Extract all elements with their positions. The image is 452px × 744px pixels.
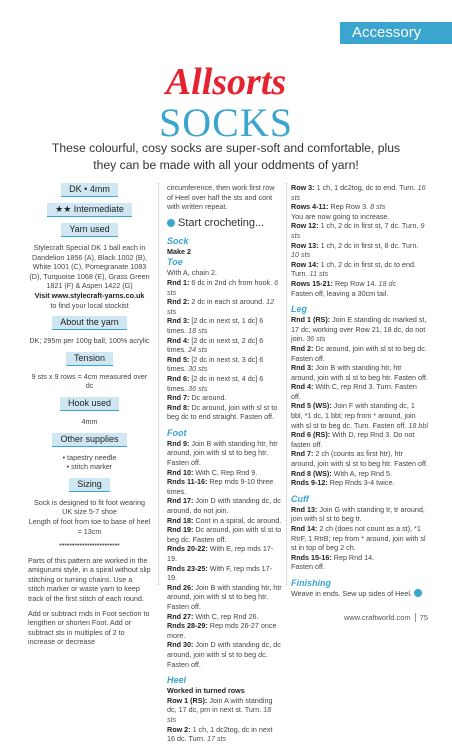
row-number: Rnd 13:: [291, 504, 320, 514]
pattern-row: [291, 202, 428, 212]
row-instruction: With A, rep Rnd 5.: [333, 468, 393, 478]
row-number: Rnd 17:: [167, 496, 196, 506]
pattern-row: [291, 221, 428, 240]
row-number: Row 1 (RS):: [167, 695, 210, 705]
leg-heading: Leg: [291, 304, 308, 315]
row-number: Rnd 4:: [291, 382, 316, 392]
row-number: Rnd 30:: [167, 640, 196, 650]
sizing-length: Length of foot from toe to base of heel = 13cm: [28, 516, 151, 536]
row-instruction: 1 ch, 1 dc2tog, dc to end. Turn.: [316, 183, 418, 192]
other-supply-item: • tapestry needle: [62, 452, 117, 462]
foot-rows: [167, 439, 282, 669]
pattern-column-2: [167, 183, 282, 744]
row-instruction: With C, rep Rnd 26.: [195, 611, 259, 621]
pattern-row: [291, 344, 428, 363]
stitch-count: 16 sts: [291, 183, 426, 202]
pattern-row: [291, 478, 428, 488]
stitch-count: 12 sts: [167, 297, 275, 316]
intro-continued: circumference, then work first row of Heel over half the sts and cont with written repeat.: [167, 183, 275, 212]
make-count: Make 2: [167, 246, 191, 256]
pattern-row: [291, 553, 428, 563]
stitch-count: 11 sts: [309, 269, 329, 279]
row-instruction: Fasten off.: [291, 562, 325, 572]
finishing-text: Weave in ends. Sew up sides of Heel.: [291, 589, 428, 599]
row-number: Rnds 9-12:: [291, 478, 330, 488]
page-footer: [344, 613, 428, 622]
row-number: Rnd 19:: [167, 525, 196, 535]
pattern-row: [291, 401, 428, 430]
row-instruction: Rep mds 26-27 once more.: [167, 621, 277, 640]
pattern-row: [167, 316, 282, 335]
row-number: Rnd 26:: [167, 582, 196, 592]
row-instruction: [2 dc in next st, 3 dc] 6 times.: [167, 354, 264, 374]
column-divider: [158, 183, 159, 585]
foot-heading: Foot: [167, 427, 187, 438]
category-tag: Accessory: [340, 22, 452, 44]
stitch-count: 24 sts: [188, 345, 208, 355]
row-instruction: Fasten off, leaving a 30cm tail.: [291, 288, 389, 298]
row-instruction: 6 dc in 2nd ch from hook.: [191, 277, 275, 287]
row-number: Rnd 8:: [167, 402, 192, 412]
stitch-count: 8 sts: [370, 202, 386, 212]
row-number: Rows 15-21:: [291, 278, 335, 288]
row-number: Rnds 15-16:: [291, 552, 334, 562]
row-number: Rnd 4:: [167, 335, 192, 345]
pattern-row: [291, 430, 428, 449]
row-number: Rows 4-11:: [291, 202, 331, 212]
row-instruction: With C, Rep Rnd 9.: [195, 467, 258, 477]
row-instruction: Rep rnds 9-10 three times.: [167, 477, 274, 496]
pattern-row: [167, 696, 282, 725]
row-instruction: Join D with standing dc, dc around, do not join.: [167, 496, 281, 516]
note-adjust: Add or subtract rnds in Foot section to lengthen or shorten Foot. Add or subtract sts in multiples of 2 to increase or decrease: [28, 608, 150, 647]
row-instruction: With C, rep Rnd 3. Turn. Fasten off.: [291, 382, 417, 401]
title-line-2: SOCKS: [159, 100, 293, 145]
row-instruction: [2 dc in next st, 4 dc] 6 times.: [167, 373, 264, 393]
row-number: Rnds 23-25:: [167, 563, 210, 573]
pattern-row: [167, 564, 282, 583]
row-instruction: Join F with standing dc, 1 bbl, *1 dc, 1 bbl; rep from * around, join with sl st to beg dc. Turn. Fasten off.: [291, 401, 416, 430]
row-instruction: Join B with standing htr, htr around, join with sl st to beg htr. Fasten off.: [167, 582, 282, 611]
title-line-1: Allsorts: [165, 61, 287, 103]
yarn-used-label: Yarn used: [61, 223, 117, 237]
leg-rows: [291, 315, 428, 488]
row-number: Rnd 14:: [291, 524, 320, 533]
row-number: Rnd 2:: [167, 297, 192, 307]
row-number: Row 14:: [291, 259, 321, 269]
row-number: Row 2:: [167, 724, 193, 734]
stitch-count: 36 sts: [306, 334, 326, 344]
stitch-count: 30 sts: [188, 364, 208, 374]
stitch-count: 18 sts: [188, 325, 208, 335]
pattern-row: [167, 544, 282, 563]
row-instruction: Join B with standing htr, htr around, join with sl st to beg htr. Fasten off.: [167, 438, 278, 468]
other-supplies-label: Other supplies: [52, 433, 126, 447]
pattern-row: [167, 621, 282, 640]
row-instruction: Join B with standing htr, htr around, join with sl st to beg htr. Fasten off.: [291, 363, 428, 382]
pattern-row: [291, 289, 428, 299]
row-number: Row 12:: [291, 221, 321, 231]
about-yarn-label: About the yarn: [52, 316, 127, 330]
heel-subheading: Worked in turned rows: [167, 686, 245, 696]
row-number: Rnds 20-22:: [167, 544, 210, 554]
pattern-row: [167, 525, 282, 544]
stitch-count: 9 sts: [291, 221, 425, 240]
row-instruction: Join E standing dc marked st, 17 dc, working over Row 21, 18 dc, do not join.: [291, 315, 427, 344]
pattern-row: [291, 241, 428, 260]
row-instruction: Join D with standing dc, dc around, join with sl st to beg dc. Fasten off.: [167, 640, 281, 669]
row-instruction: With F, rep mds 17-19.: [167, 563, 273, 583]
pattern-row: [167, 477, 282, 496]
pattern-row: [167, 468, 282, 478]
start-crocheting-heading: Start crocheting...: [167, 216, 282, 230]
pattern-row: [291, 363, 428, 382]
dotted-divider: ••••••••••••••••••••••••: [59, 540, 120, 550]
row-instruction: Rep Rnd 14.: [333, 552, 375, 562]
stitch-count: 18 bbl: [408, 420, 428, 430]
row-number: Rnd 7:: [291, 449, 316, 459]
level-tab: ★★ Intermediate: [47, 203, 132, 217]
yarn-stockist-text: to find your local stockist: [50, 300, 129, 310]
row-instruction: Join A with standing dc, 17 dc, pm in next st. Turn.: [167, 695, 273, 715]
hook-used-label: Hook used: [60, 397, 119, 411]
pattern-row: [167, 439, 282, 468]
row-number: Rnds 28-29:: [167, 621, 210, 631]
pattern-row: [167, 725, 282, 744]
tension-label: Tension: [66, 352, 113, 366]
pattern-row: [291, 212, 428, 222]
row-number: Rnd 7:: [167, 393, 192, 403]
row-instruction: 1 ch, 2 dc in first st, dc to end. Turn.: [291, 259, 417, 279]
row-instruction: Cont in a spiral, dc around.: [195, 515, 282, 525]
row-number: Rnds 11-16:: [167, 477, 210, 487]
pattern-row: [167, 403, 282, 422]
end-mark-icon: [414, 589, 422, 597]
pattern-row: [167, 640, 282, 669]
pattern-row: [167, 583, 282, 612]
toe-intro: With A, chain 2.: [167, 268, 217, 278]
pattern-row: [291, 183, 428, 202]
pattern-row: [167, 278, 282, 297]
pattern-row: [167, 516, 282, 526]
pattern-row: [291, 562, 428, 572]
yarn-visit-link[interactable]: Visit www.stylecraft-yarns.co.uk: [34, 290, 145, 300]
pattern-row: [291, 315, 428, 344]
hook-used-text: 4mm: [81, 416, 98, 426]
row-instruction: 1 ch, 2 dc in first st, 8 dc. Turn.: [320, 240, 419, 250]
row-number: Rnd 9:: [167, 438, 192, 448]
row-number: Row 3:: [291, 183, 317, 192]
yarn-used-text: Stylecraft Special DK 1 ball each in Dandelion 1856 (A), Black 1002 (B), White 1001 (C), Pomegranate 1083 (D), Turquoise 1068 (E), Grass Green 1821 (F) & Aspen 1422 (G): [29, 243, 150, 291]
heel-heading: Heel: [167, 675, 187, 686]
pattern-row: [291, 469, 428, 479]
sidebar-column: [28, 183, 151, 647]
sizing-label: Sizing: [69, 478, 110, 492]
pattern-row: [291, 524, 428, 553]
row-instruction: [2 dc in next st, 1 dc] 6 times.: [167, 316, 264, 335]
row-instruction: Rep Rnds 3-4 twice.: [329, 478, 395, 488]
sizing-text: Sock is designed to fit foot wearing UK size 5-7 shoe: [33, 497, 146, 517]
row-number: Rnd 2:: [291, 343, 316, 353]
row-instruction: Dc around, join with sl st to beg dc. Fasten off.: [291, 343, 427, 363]
stitch-count: 10 sts: [291, 250, 311, 260]
stitch-count: 18 dc: [378, 278, 397, 288]
pattern-row: [167, 496, 282, 515]
intro-text: These colourful, cosy socks are super-soft and comfortable, plus they can be made with all your oddments of yarn!: [51, 141, 401, 172]
stitch-count: 6 sts: [167, 277, 279, 297]
row-number: Row 13:: [291, 240, 321, 250]
page-number: 75: [415, 613, 428, 622]
row-instruction: 2 ch (counts as first htr), htr around, join with sl st to beg htr. Fasten off.: [291, 449, 428, 469]
pattern-row: [291, 505, 428, 524]
row-number: Rnd 1 (RS):: [291, 315, 333, 325]
stitch-count: 36 sts: [188, 383, 208, 393]
pattern-column-3: [291, 183, 428, 599]
row-number: Rnd 3:: [291, 363, 316, 373]
row-instruction: Rep Row 14.: [334, 278, 379, 288]
bullet-icon: [167, 219, 175, 227]
row-instruction: With E, rep mds 17-19.: [167, 544, 274, 563]
row-instruction: Join G with standing tr, tr around, join with sl st to beg tr.: [291, 504, 425, 524]
row-instruction: You are now going to increase.: [291, 211, 390, 221]
row-number: Rnd 10:: [167, 467, 196, 477]
row-instruction: [2 dc in next st, 2 dc] 6 times.: [167, 335, 264, 355]
row-instruction: With D, rep Rnd 3. Do not fasten off.: [291, 430, 415, 449]
stitch-count: 18 sts: [167, 705, 272, 724]
row-number: Rnd 6:: [167, 373, 192, 383]
row-number: Rnd 5 (WS):: [291, 401, 334, 411]
row-number: Rnd 8 (WS):: [291, 468, 334, 478]
about-yarn-text: DK; 295m per 100g ball; 100% acrylic: [29, 336, 150, 346]
pattern-row: [167, 336, 282, 355]
row-instruction: Dc around, join with sl st to beg dc to end straight. Fasten off.: [167, 402, 278, 422]
toe-rows: [167, 278, 282, 422]
pattern-row: [291, 279, 428, 289]
pattern-row: [167, 355, 282, 374]
footer-site: www.craftworld.com: [343, 613, 411, 622]
finishing-heading: Finishing: [291, 577, 331, 588]
pattern-row: [291, 382, 428, 401]
pattern-row: [291, 260, 428, 279]
weight-hook-tab: DK • 4mm: [61, 183, 118, 197]
row-instruction: 1 ch, 1 dc2tog, dc in next 16 dc. Turn.: [167, 724, 273, 744]
row-number: Rnd 18:: [167, 515, 196, 525]
stitch-count: 17 sts: [206, 734, 227, 744]
heel-rows-continued: [291, 183, 428, 298]
row-number: Rnd 1:: [167, 277, 192, 287]
tension-text: 9 sts x 9 rows = 4cm measured over dc: [31, 371, 148, 391]
other-supply-item: • stitch marker: [66, 462, 113, 472]
row-instruction: Dc around.: [191, 393, 227, 403]
cuff-heading: Cuff: [291, 493, 309, 504]
row-instruction: 2 ch (does not count as a st), *1 RtrF, 1 RtrB; rep from * around, join with sl st in top of beg 2 ch.: [291, 524, 426, 553]
row-number: Rnd 5:: [167, 354, 192, 364]
heel-rows: [167, 696, 282, 744]
row-number: Rnd 27:: [167, 611, 196, 621]
row-number: Rnd 3:: [167, 316, 192, 326]
cuff-rows: [291, 505, 428, 572]
pattern-row: [167, 297, 282, 316]
row-number: Rnd 6 (RS):: [291, 430, 333, 440]
pattern-row: [167, 612, 282, 622]
row-instruction: 2 dc in each st around.: [191, 297, 267, 307]
pattern-row: [167, 374, 282, 393]
row-instruction: 1 ch, 2 dc in first st, 7 dc. Turn.: [320, 221, 421, 231]
sock-heading: Sock: [167, 235, 189, 246]
note-amigurumi: Parts of this pattern are worked in the amigurumi style, in a spiral without slip stitching or turning chains. Use a stitch marker or waste yarn to keep track of the first stitch of each round.: [28, 555, 151, 604]
row-instruction: Rep Row 3.: [330, 202, 371, 212]
pattern-row: [291, 449, 428, 468]
pattern-row: [167, 393, 282, 403]
toe-heading: Toe: [167, 257, 183, 268]
column-divider: [286, 183, 287, 585]
row-instruction: Dc around, join with sl st to beg dc. Fasten off.: [167, 525, 282, 544]
